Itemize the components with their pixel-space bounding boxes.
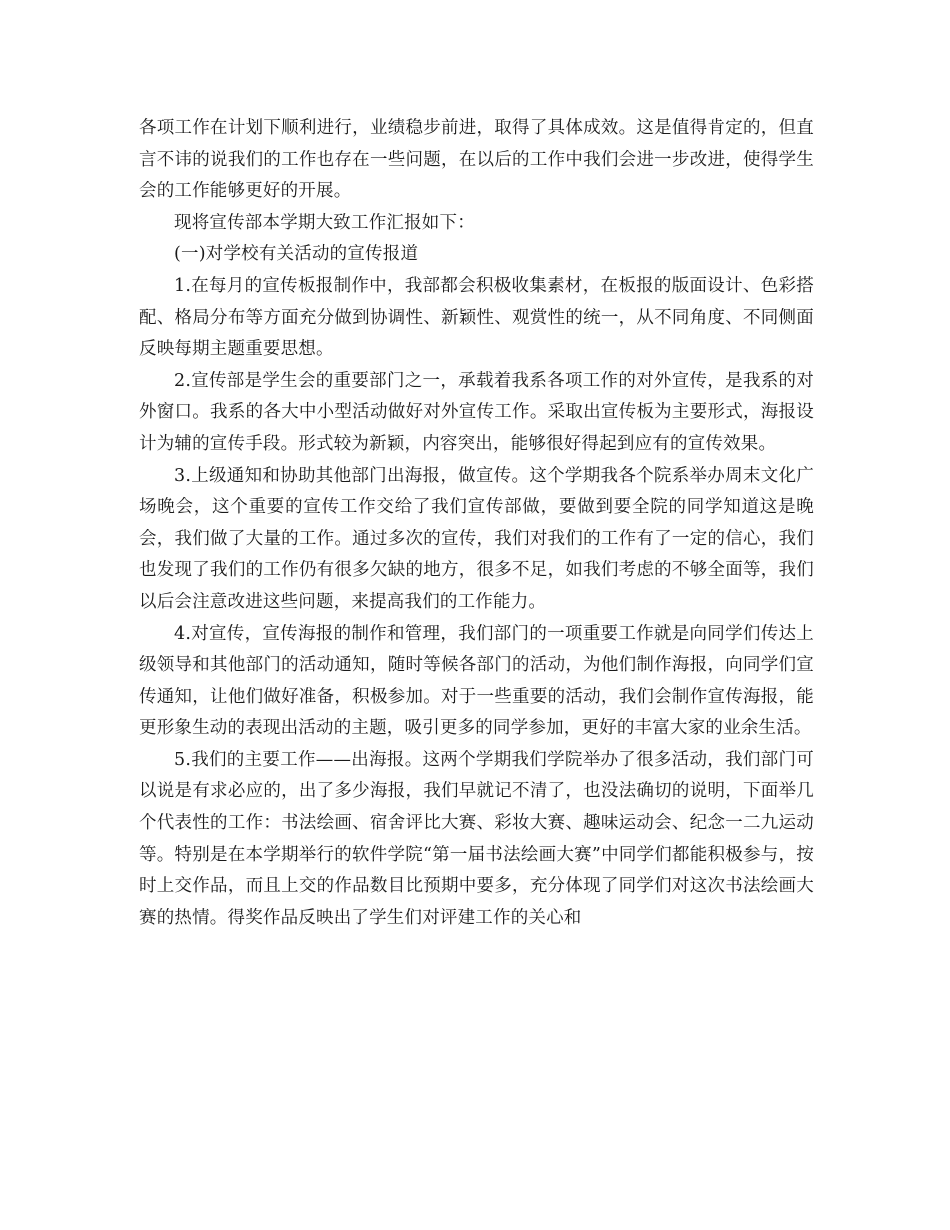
paragraph-item-1: 1.在每月的宣传板报制作中，我部都会积极收集素材，在板报的版面设计、色彩搭配、格局分布等方面充分做到协调性、新颖性、观赏性的统一，从不同角度、不同侧面反映每期主题重要思想。 [139,275,814,360]
section-heading-publicity: (一)对学校有关活动的宣传报道 [174,244,419,265]
paragraph-intro-continuation: 各项工作在计划下顺利进行，业绩稳步前进，取得了具体成效。这是值得肯定的，但直言不讳的说我们的工作也存在一些问题，在以后的工作中我们会进一步改进，使得学生会的工作能够更好的开展。 [139,118,814,202]
paragraph-item-4: 4.对宣传，宣传海报的制作和管理，我们部门的一项重要工作就是向同学们传达上级领导和其他部门的活动通知，随时等候各部门的活动，为他们制作海报，向同学们宣传通知，让他们做好准备，积极参加。对于一些重要的活动，我们会制作宣传海报，能更形象生动的表现出活动的主题，吸引更多的同学参加，更好的丰富大家的业余生活。 [139,623,814,739]
paragraph-item-3: 3.上级通知和协助其他部门出海报，做宣传。这个学期我各个院系举办周末文化广场晚会，这个重要的宣传工作交给了我们宣传部做，要做到要全院的同学知道这是晚会，我们做了大量的工作。通过多次的宣传，我们对我们的工作有了一定的信心，我们也发现了我们的工作仍有很多欠缺的地方，很多不足，如我们考虑的不够全面等，我们以后会注意改进这些问题，来提高我们的工作能力。 [139,465,814,612]
document-body [139,113,814,934]
paragraph-report-intro: 现将宣传部本学期大致工作汇报如下： [174,212,475,233]
paragraph-item-2: 2.宣传部是学生会的重要部门之一，承载着我系各项工作的对外宣传，是我系的对外窗口。我系的各大中小型活动做好对外宣传工作。采取出宣传板为主要形式，海报设计为辅的宣传手段。形式较为新颖，内容突出，能够很好得起到应有的宣传效果。 [139,370,814,454]
paragraph-item-5: 5.我们的主要工作——出海报。这两个学期我们学院举办了很多活动，我们部门可以说是有求必应的，出了多少海报，我们早就记不清了，也没法确切的说明，下面举几个代表性的工作：书法绘画、宿舍评比大赛、彩妆大赛、趣味运动会、纪念一二九运动等。特别是在本学期举行的软件学院“第一届书法绘画大赛”中同学们都能积极参与，按时上交作品，而且上交的作品数目比预期中要多，充分体现了同学们对这次书法绘画大赛的热情。得奖作品反映出了学生们对评建工作的关心和 [139,749,814,928]
